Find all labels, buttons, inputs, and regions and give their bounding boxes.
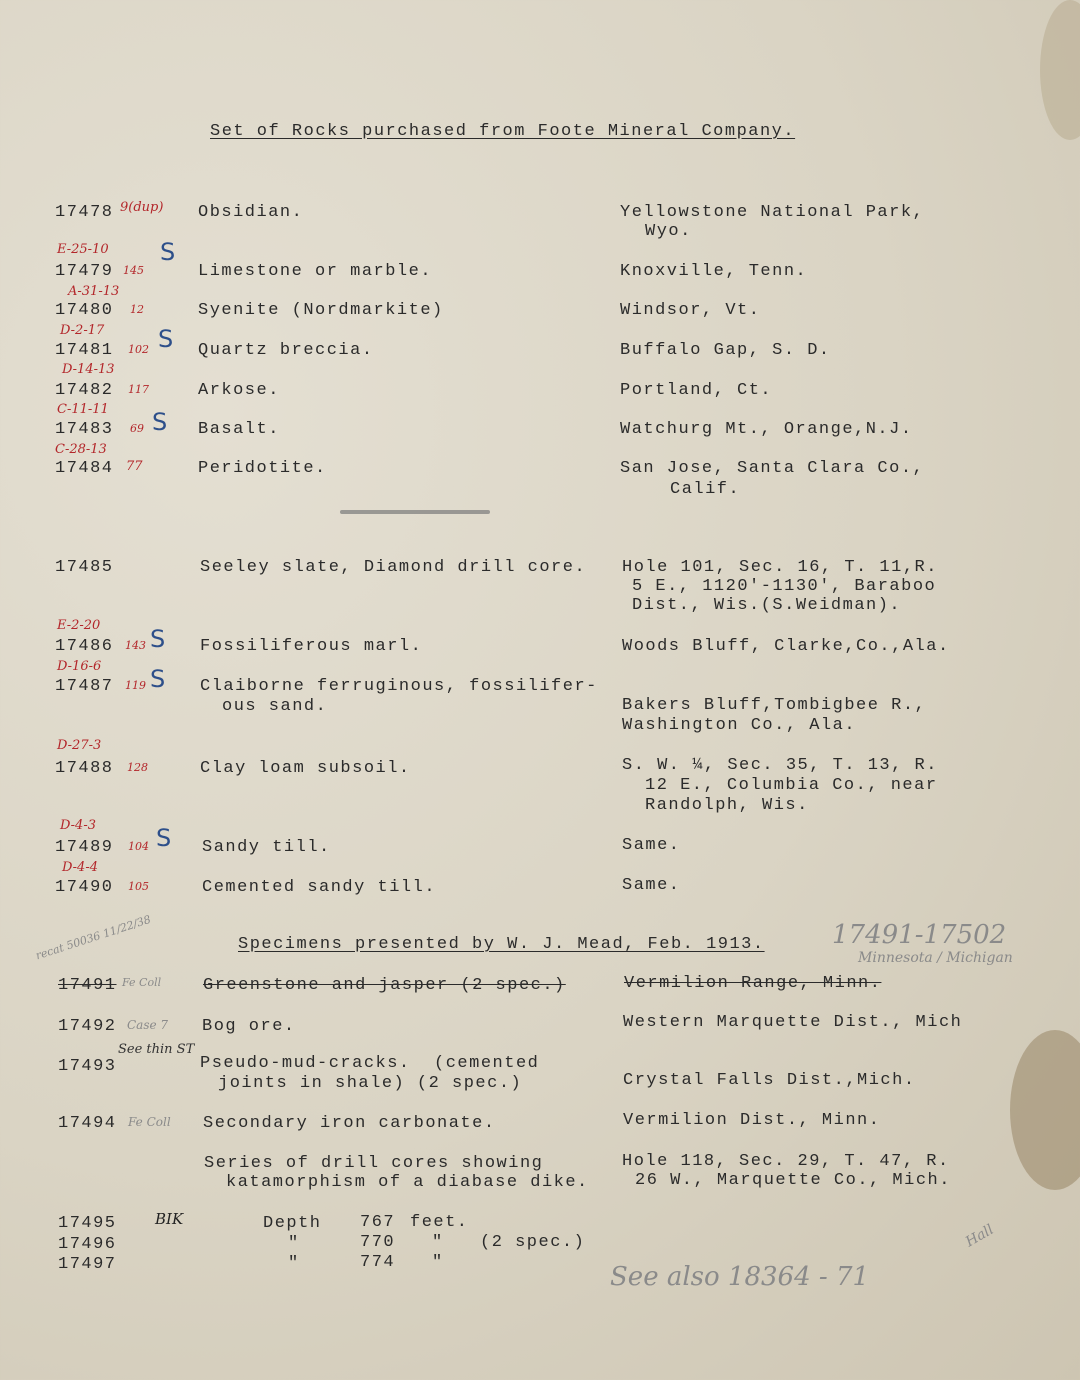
paper-stain [1010, 1030, 1080, 1190]
recatalog-note: recat 50036 11/22/38 [34, 912, 153, 963]
handwritten-code: D-14-13 [62, 362, 115, 377]
catalog-number: 17492 [58, 1017, 117, 1036]
locality: 26 W., Marquette Co., Mich. [635, 1171, 951, 1190]
separator-rule [340, 510, 490, 514]
locality: Woods Bluff, Clarke,Co.,Ala. [622, 637, 950, 656]
pencil-note: Hall [962, 1221, 997, 1251]
catalog-number: 17479 [55, 262, 114, 281]
rock-description: Clay loam subsoil. [200, 759, 411, 778]
locality: Washington Co., Ala. [622, 716, 857, 735]
locality: 12 E., Columbia Co., near [645, 776, 938, 795]
rock-description: Series of drill cores showing [204, 1154, 544, 1173]
rock-description: Secondary iron carbonate. [203, 1114, 496, 1133]
rock-description: katamorphism of a diabase dike. [226, 1173, 589, 1192]
s-mark-icon: S [150, 665, 166, 693]
catalog-number: 17483 [55, 420, 114, 439]
locality: Crystal Falls Dist.,Mich. [623, 1071, 916, 1090]
catalog-number: 17495 [58, 1214, 117, 1233]
locality: Randolph, Wis. [645, 796, 809, 815]
rock-description: joints in shale) (2 spec.) [218, 1074, 523, 1093]
s-mark-icon: S [150, 625, 166, 653]
locality: Bakers Bluff,Tombigbee R., [622, 696, 927, 715]
catalog-number: 17482 [55, 381, 114, 400]
rock-description: Pseudo-mud-cracks. (cemented [200, 1054, 540, 1073]
catalog-number: 17486 [55, 637, 114, 656]
locality: Hole 101, Sec. 16, T. 11,R. [622, 558, 938, 577]
handwritten-code: D-4-4 [62, 860, 98, 875]
locality: Dist., Wis.(S.Weidman). [632, 596, 902, 615]
rock-description: ous sand. [222, 697, 328, 716]
catalog-number: 17478 [55, 203, 114, 222]
rock-description: Bog ore. [202, 1017, 296, 1036]
handwritten-annotation: 104 [128, 840, 149, 853]
range-note: 17491-17502 [832, 920, 1007, 950]
catalog-number: 17489 [55, 838, 114, 857]
handwritten-code: E-25-10 [57, 242, 109, 257]
paper-stain [1040, 0, 1080, 140]
handwritten-annotation: Fe Coll [128, 1115, 171, 1129]
catalog-number: 17493 [58, 1057, 117, 1076]
catalog-number: 17496 [58, 1235, 117, 1254]
handwritten-annotation: 145 [123, 264, 144, 277]
catalog-number: 17484 [55, 459, 114, 478]
rock-description: Syenite (Nordmarkite) [198, 301, 444, 320]
handwritten-code: D-4-3 [60, 818, 96, 833]
rock-description: Obsidian. [198, 203, 304, 222]
locality: Same. [622, 836, 681, 855]
rock-description: Sandy till. [202, 838, 331, 857]
catalog-number: 17497 [58, 1255, 117, 1274]
rock-description: Fossiliferous marl. [200, 637, 423, 656]
locality: Buffalo Gap, S. D. [620, 341, 831, 360]
catalog-number: 17490 [55, 878, 114, 897]
range-subnote: Minnesota / Michigan [858, 950, 1013, 966]
handwritten-code: D-2-17 [60, 323, 105, 338]
rock-description: Peridotite. [198, 459, 327, 478]
locality: Vermilion Dist., Minn. [623, 1111, 881, 1130]
handwritten-annotation: See thin ST [118, 1042, 195, 1057]
locality: S. W. ¼, Sec. 35, T. 13, R. [622, 756, 938, 775]
s-mark-icon: S [158, 325, 174, 353]
locality: Vermilion Range, Minn. [624, 974, 882, 993]
handwritten-annotation: 102 [128, 343, 149, 356]
rock-description: Basalt. [198, 420, 280, 439]
handwritten-annotation: 9(dup) [120, 200, 164, 215]
locality: Watchurg Mt., Orange,N.J. [620, 420, 913, 439]
handwritten-annotation: Fe Coll [122, 976, 162, 989]
locality: Hole 118, Sec. 29, T. 47, R. [622, 1152, 950, 1171]
handwritten-annotation: 143 [125, 639, 146, 652]
handwritten-annotation: 119 [125, 679, 146, 692]
handwritten-annotation: 12 [130, 303, 144, 316]
handwritten-annotation: 128 [127, 761, 148, 774]
rock-description: Claiborne ferruginous, fossilifer- [200, 677, 598, 696]
handwritten-annotation: 105 [128, 880, 149, 893]
handwritten-code: D-27-3 [57, 738, 102, 753]
handwritten-annotation: 77 [126, 459, 143, 474]
depth-label: Depth [263, 1214, 322, 1233]
catalog-number: 17485 [55, 558, 114, 577]
ditto-mark: " [288, 1254, 300, 1273]
handwritten-code: E-2-20 [57, 618, 101, 633]
depth-unit: " [432, 1233, 444, 1252]
rock-description: Seeley slate, Diamond drill core. [200, 558, 587, 577]
section-title: Specimens presented by W. J. Mead, Feb. 1913. [238, 935, 765, 954]
locality: San Jose, Santa Clara Co., [620, 459, 925, 478]
rock-description: Greenstone and jasper (2 spec.) [203, 976, 566, 995]
see-also-note: See also 18364 - 71 [610, 1262, 870, 1292]
handwritten-code: C-28-13 [55, 442, 107, 457]
catalog-number: 17491 [58, 976, 117, 995]
handwritten-annotation: BIK [155, 1210, 184, 1228]
s-mark-icon: S [160, 238, 176, 266]
locality: Wyo. [645, 222, 692, 241]
handwritten-code: D-16-6 [57, 659, 102, 674]
catalog-number: 17481 [55, 341, 114, 360]
s-mark-icon: S [156, 824, 172, 852]
catalog-number: 17494 [58, 1114, 117, 1133]
page-title: Set of Rocks purchased from Foote Mineral Company. [210, 122, 796, 141]
rock-description: Limestone or marble. [198, 262, 433, 281]
handwritten-annotation: Case 7 [127, 1018, 169, 1032]
catalog-number: 17487 [55, 677, 114, 696]
handwritten-code: C-11-11 [57, 402, 109, 417]
ditto-mark: " [288, 1234, 300, 1253]
depth-unit: " [432, 1253, 444, 1272]
specimen-count: (2 spec.) [480, 1233, 586, 1252]
handwritten-annotation: 117 [128, 383, 149, 396]
locality: Portland, Ct. [620, 381, 773, 400]
locality: Same. [622, 876, 681, 895]
depth-value: 767 [360, 1213, 396, 1232]
locality: 5 E., 1120'-1130', Baraboo [632, 577, 937, 596]
catalog-number: 17488 [55, 759, 114, 778]
locality: Yellowstone National Park, [620, 203, 925, 222]
rock-description: Arkose. [198, 381, 280, 400]
catalog-number: 17480 [55, 301, 114, 320]
locality: Calif. [670, 480, 741, 499]
depth-value: 770 [360, 1233, 396, 1252]
rock-description: Quartz breccia. [198, 341, 374, 360]
depth-value: 774 [360, 1253, 396, 1272]
locality: Windsor, Vt. [620, 301, 761, 320]
locality: Western Marquette Dist., Mich [623, 1013, 963, 1032]
depth-unit: feet. [410, 1213, 469, 1232]
rock-description: Cemented sandy till. [202, 878, 437, 897]
handwritten-code: A-31-13 [68, 284, 120, 299]
locality: Knoxville, Tenn. [620, 262, 808, 281]
s-mark-icon: S [152, 408, 168, 436]
handwritten-annotation: 69 [130, 422, 144, 435]
